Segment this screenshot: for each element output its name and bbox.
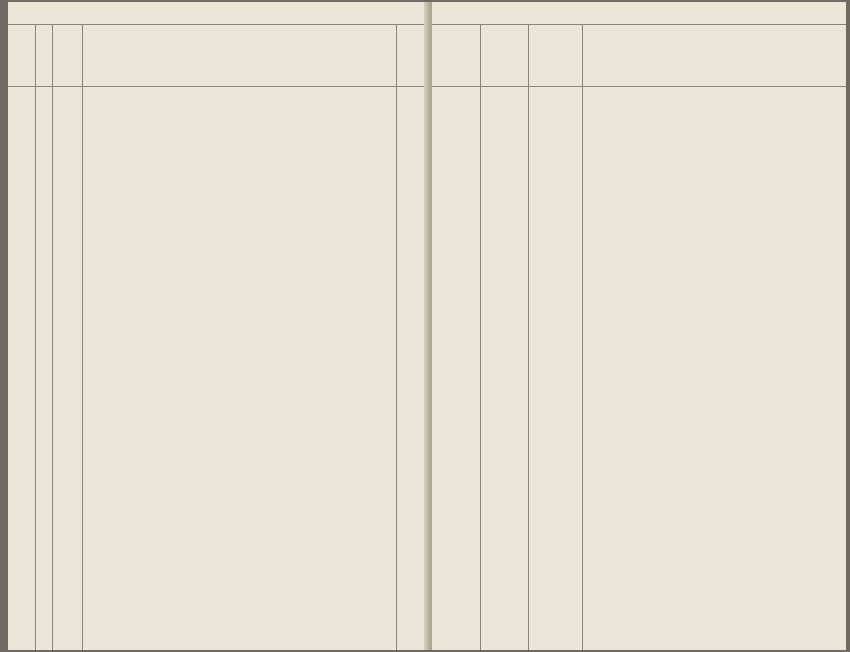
left-page [8,2,429,650]
ledger-book-spread [8,2,846,650]
right-page [432,2,846,650]
